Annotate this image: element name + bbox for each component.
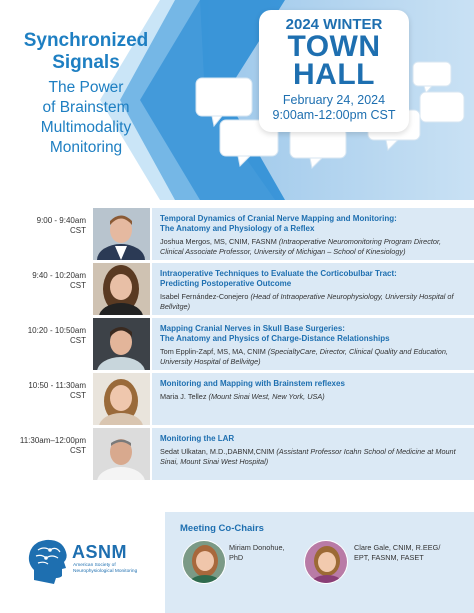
- session-time-line: 10:50 - 11:30am: [28, 381, 86, 390]
- session-time-zone: CST: [70, 391, 86, 400]
- session-row: [0, 208, 474, 260]
- session-title: [160, 324, 466, 344]
- session-title: [160, 269, 466, 289]
- speaker-name: Maria J. Tellez: [160, 392, 209, 401]
- town-hall-card: [259, 10, 409, 132]
- session-title-line: Temporal Dynamics of Cranial Nerve Mapping and Monitoring:: [160, 214, 397, 223]
- asnm-logo: [26, 536, 146, 588]
- speaker-affiliation: (Intraoperative Neuromonitoring Program Director, Clinical Associate Professor, University of Michigan – School of Kinesiology): [160, 237, 442, 256]
- speaker-affiliation: (SpecialtyCare, Director, Clinical Quality and Education, University Hospital of Bellvitge): [160, 347, 448, 366]
- session-time: [8, 216, 86, 236]
- speaker-name: Sedat Ulkatan, M.D.,DABNM,CNIM: [160, 447, 277, 456]
- session-info: [152, 263, 474, 315]
- session-row: [0, 318, 474, 370]
- co-chair-name: [354, 543, 440, 562]
- session-title-line: The Anatomy and Physiology of a Reflex: [160, 224, 315, 233]
- subtitle-line: of Brainstem: [42, 99, 130, 116]
- session-info: [152, 428, 474, 480]
- session-time-line: 10:20 - 10:50am: [27, 326, 86, 335]
- session-time: [8, 436, 86, 456]
- session-title: [160, 379, 466, 389]
- speaker-credit: [160, 347, 466, 366]
- session-time: [8, 381, 86, 401]
- speaker-affiliation: (Assistant Professor Icahn School of Medicine at Mount Sinai, Mount Sinai West Hospital): [160, 447, 456, 466]
- session-time-line: 11:30am–12:00pm: [19, 436, 86, 445]
- event-title: [6, 30, 166, 158]
- speaker-name: Isabel Fernández-Conejero: [160, 292, 251, 301]
- session-row: [0, 263, 474, 315]
- title-line: Synchronized: [23, 30, 149, 51]
- subtitle-line: Multimodality: [40, 119, 132, 136]
- speaker-credit: [160, 237, 466, 256]
- session-info: [152, 318, 474, 370]
- session-title-line: Predicting Postoperative Outcome: [160, 279, 292, 288]
- co-chair-name-line: PhD: [229, 552, 244, 562]
- brain-head-icon: [26, 536, 72, 588]
- speaker-affiliation: (Head of Intraoperative Neurophysiology, University Hospital of Bellvitge): [160, 292, 454, 311]
- speaker-credit: [160, 292, 466, 311]
- logo-fullname: [73, 563, 147, 575]
- session-time-zone: CST: [70, 336, 86, 345]
- co-chair-name-line: Miriam Donohue,: [229, 543, 285, 552]
- speaker-name: Tom Epplin-Zapf, MS, MA, CNIM: [160, 347, 268, 356]
- speaker-name: Joshua Mergos, MS, CNIM, FASNM: [160, 237, 279, 246]
- session-title-line: Monitoring the LAR: [160, 434, 235, 443]
- speaker-affiliation: (Mount Sinai West, New York, USA): [208, 392, 325, 401]
- session-title-line: Intraoperative Techniques to Evaluate the Corticobulbar Tract:: [160, 269, 397, 278]
- logo-acronym: ASNM: [72, 542, 127, 562]
- speaker-credit: [160, 392, 466, 402]
- event-time: 9:00am-12:00pm CST: [272, 108, 396, 122]
- speaker-photo: [93, 373, 150, 425]
- session-time-zone: CST: [70, 281, 86, 290]
- event-date: February 24, 2024: [282, 93, 386, 107]
- co-chair-photo: [182, 540, 226, 584]
- session-title: [160, 214, 466, 234]
- session-title-line: The Anatomy and Physics of Charge-Distance Relationships: [160, 334, 390, 343]
- session-row: [0, 373, 474, 425]
- co-chair-name-line: EPT, FASNM, FASET: [354, 552, 424, 562]
- session-time-line: 9:40 - 10:20am: [32, 271, 86, 280]
- speaker-photo: [93, 428, 150, 480]
- session-time: [8, 271, 86, 291]
- speaker-photo: [93, 318, 150, 370]
- co-chair-photo: [304, 540, 348, 584]
- title-line: Signals: [52, 52, 120, 73]
- speaker-credit: [160, 447, 466, 466]
- co-chair-name: [229, 543, 285, 562]
- session-info: [152, 373, 474, 425]
- session-info: [152, 208, 474, 260]
- subtitle-line: Monitoring: [49, 139, 123, 156]
- logo-fullname-line: American Society of: [73, 563, 116, 568]
- town-hall-word: HALL: [293, 58, 375, 91]
- town-hall-season: 2024 WINTER: [285, 16, 383, 33]
- session-title-line: Mapping Cranial Nerves in Skull Base Surgeries:: [160, 324, 345, 333]
- session-title-line: Monitoring and Mapping with Brainstem reflexes: [160, 379, 345, 388]
- session-time-zone: CST: [70, 446, 86, 455]
- subtitle-line: The Power: [48, 79, 124, 96]
- speaker-photo: [93, 263, 150, 315]
- co-chair-name-line: Clare Gale, CNIM, R.EEG/: [354, 543, 441, 552]
- session-time: [8, 326, 86, 346]
- logo-fullname-line: Neurophysiological Monitoring: [73, 569, 138, 574]
- session-title: [160, 434, 466, 444]
- speaker-photo: [93, 208, 150, 260]
- town-hall-word: TOWN: [287, 30, 381, 63]
- session-time-line: 9:00 - 9:40am: [36, 216, 86, 225]
- co-chairs-heading: Meeting Co-Chairs: [180, 523, 264, 534]
- session-row: [0, 428, 474, 480]
- session-time-zone: CST: [70, 226, 86, 235]
